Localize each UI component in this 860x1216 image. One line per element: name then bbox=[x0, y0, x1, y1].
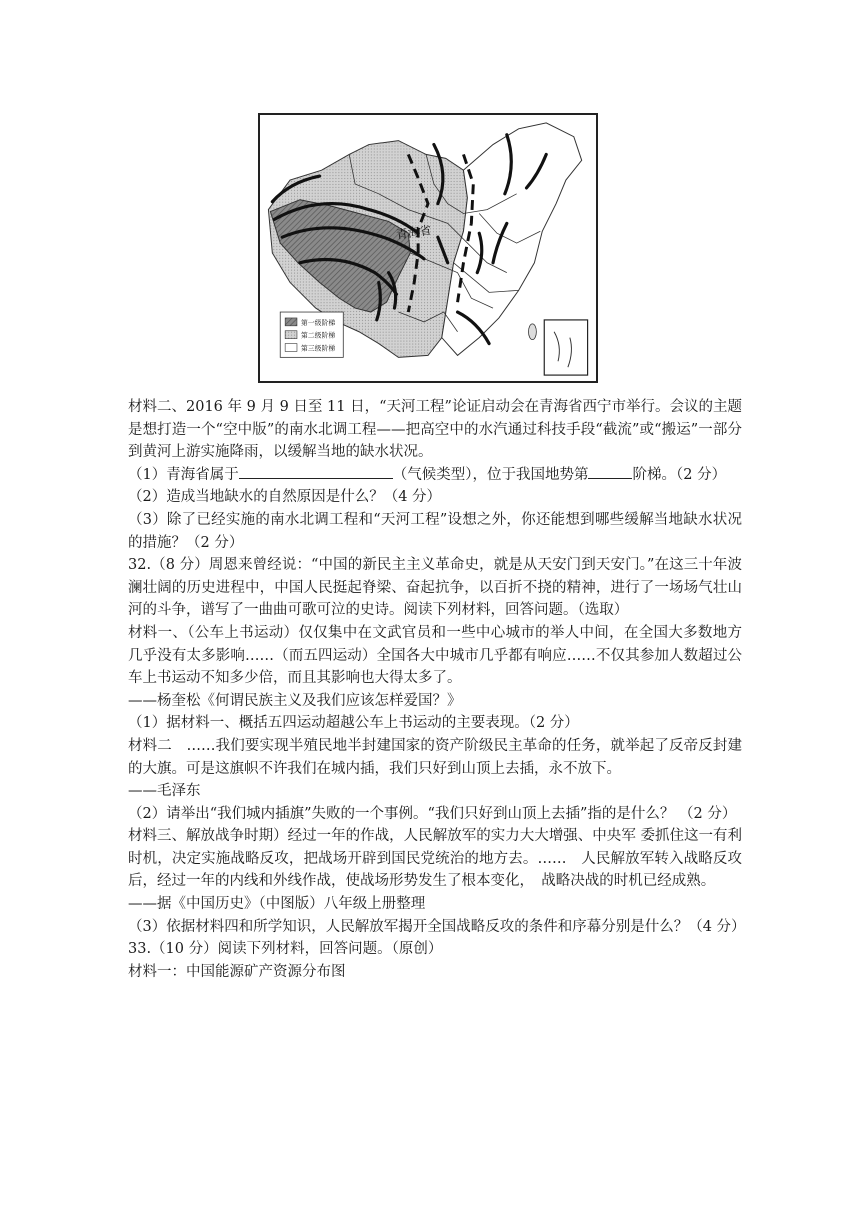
province-label: 青海省 bbox=[395, 222, 433, 242]
material-one-paragraph: 材料一、（公车上书运动）仅仅集中在文武官员和一些中心城市的举人中间，在全国大多数地方几乎没有太多影响……（而五四运动）全国各大中城市几乎都有响应……不仅其参加人数超过公车上书运动不知多少倍，而且其影响也大得太多了。 bbox=[128, 624, 742, 687]
material-two-quote: 材料二 ……我们要实现半殖民地半封建国家的资产阶级民主革命的任务，就举起了反帝反封建的大旗。可是这旗帜不许我们在城内插，我们只好到山顶上去插，永不放下。 bbox=[128, 737, 742, 777]
south-china-sea-inset bbox=[544, 320, 587, 375]
citation: ——毛泽东 bbox=[128, 783, 201, 800]
citation: ——杨奎松《何谓民族主义及我们应该怎样爱国？》 bbox=[128, 692, 462, 709]
material-three-paragraph: 材料三、解放战争时期）经过一年的作战，人民解放军的实力大大增强、中央军 委抓住这一有利时机，决定实施战略反攻，把战场开辟到国民党统治的地方去。…… 人民解放军转入战略反攻后，经过一年的内线和外线作战，使战场形势发生了根本变化， 战略决战的时机已经成熟。 bbox=[128, 828, 742, 890]
question-1 bbox=[128, 464, 742, 487]
question-text: 阶梯。（2 分） bbox=[632, 466, 727, 483]
citation: ——据《中国历史》（中图版）八年级上册整理 bbox=[128, 896, 426, 913]
question-32-2: （2）请举出“我们城内插旗”失败的一个事例。“我们只好到山顶上去插”指的是什么？ （2 分） bbox=[128, 805, 737, 822]
map-graphic bbox=[260, 115, 596, 381]
material-one-caption: 材料一：中国能源矿产资源分布图 bbox=[128, 963, 346, 980]
question-2: （2）造成当地缺水的自然原因是什么？（4 分） bbox=[128, 489, 442, 506]
document-body bbox=[128, 396, 746, 983]
legend-label: 第二级阶梯 bbox=[300, 332, 336, 340]
material-two-paragraph: 材料二、2016 年 9 月 9 日至 11 日，“天河工程”论证启动会在青海省西宁市举行。会议的主题是想打造一个“空中版”的南水北调工程——把高空中的水汽通过科技手段“截流”或“搬运”一部分到黄河上游实施降雨，以缓解当地的缺水状况。 bbox=[128, 399, 742, 461]
answer-blank[interactable] bbox=[588, 464, 632, 479]
question-33-intro: 33.（10 分）阅读下列材料，回答问题。（原创） bbox=[128, 941, 443, 958]
question-32-1: （1）据材料一、概括五四运动超越公车上书运动的主要表现。（2 分） bbox=[128, 715, 579, 732]
question-32-intro: 32.（8 分）周恩来曾经说：“中国的新民主主义革命史，就是从天安门到天安门。”在这三十年波澜壮阔的历史进程中，中国人民挺起脊梁、奋起抗争，以百折不挠的精神，进行了一场场气壮山河的斗争，谱写了一曲曲可歌可泣的史诗。阅读下列材料，回答问题。（选取） bbox=[128, 557, 742, 619]
china-terrain-map bbox=[258, 113, 598, 383]
legend-label: 第一级阶梯 bbox=[300, 319, 336, 327]
question-text: （气候类型），位于我国地势第 bbox=[392, 466, 589, 483]
map-legend bbox=[280, 312, 343, 357]
answer-blank[interactable] bbox=[239, 464, 393, 479]
question-text: （1）青海省属于 bbox=[128, 466, 239, 483]
question-3: （3）除了已经实施的南水北调工程和“天河工程”设想之外，你还能想到哪些缓解当地缺水状况的措施？（2 分） bbox=[128, 511, 742, 551]
question-32-3: （3）依据材料四和所学知识，人民解放军揭开全国战略反攻的条件和序幕分别是什么？（4 分） bbox=[128, 918, 746, 935]
legend-label: 第三级阶梯 bbox=[300, 345, 336, 353]
